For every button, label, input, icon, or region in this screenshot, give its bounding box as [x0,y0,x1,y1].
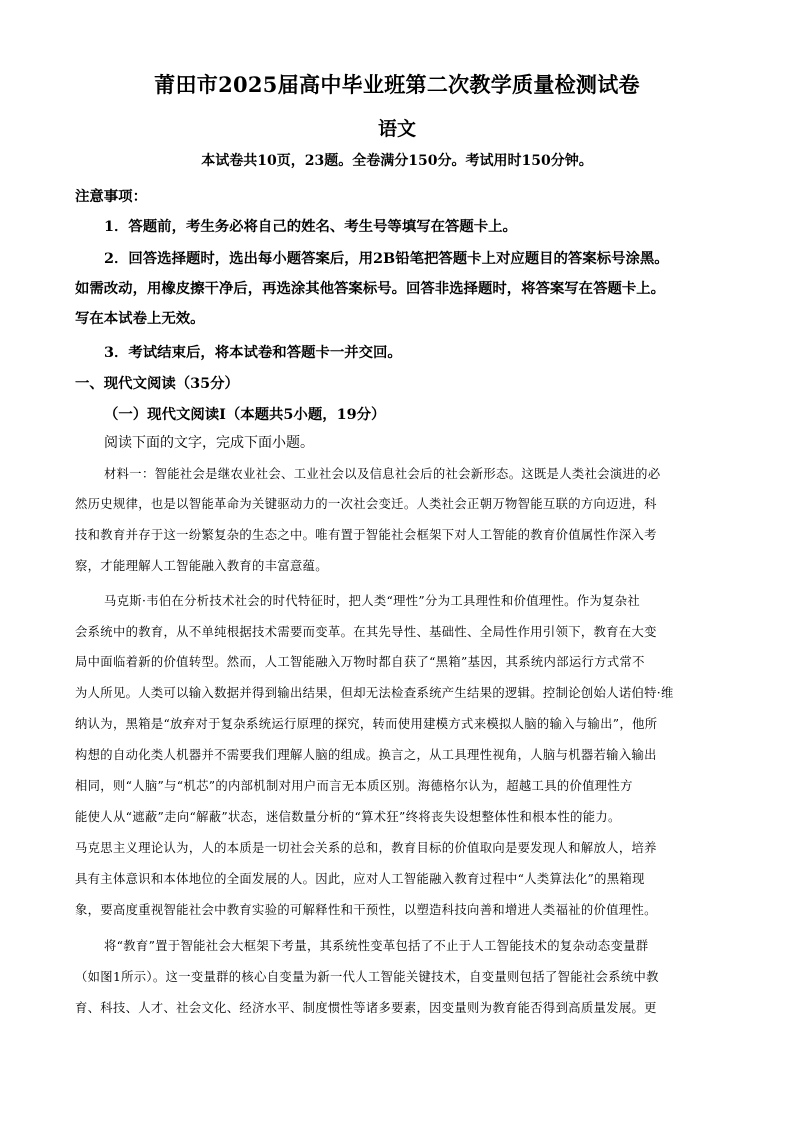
reading-instruction: 阅读下面的文字，完成下面小题。 [104,435,314,451]
passage-line: 纳认为，黑箱是“放弃对于复杂系统运行原理的探究，转而使用建模方式来模拟人脑的输入与输出”，他所 [75,717,658,731]
passage-line: 为人所见。人类可以输入数据并得到输出结果，但却无法检查系统产生结果的逻辑。控制论创始人诺伯特·维 [75,686,674,700]
passage-line: 将“教育”置于智能社会大框架下考量，其系统性变革包括了不止于人工智能技术的复杂动态变量群 [104,939,649,953]
notice-item-2-line-2: 如需改动，用橡皮擦干净后，再选涂其他答案标号。回答非选择题时，将答案写在答题卡上。 [75,280,666,297]
exam-title: 莆田市2025届高中毕业班第二次教学质量检测试卷 [154,72,640,97]
passage-line: 会系统中的教育，从不单纯根据技术需要而变革。在其先导性、基础性、全局性作用引领下，教育在大变 [75,625,657,639]
passage-line: 育、科技、人才、社会文化、经济水平、制度惯性等诸多要素，因变量则为教育能否得到高质量发展。更 [75,1001,657,1015]
notice-item-1: 1．答题前，考生务必将自己的姓名、考生号等填写在答题卡上。 [104,218,517,235]
passage-line: 局中面临着新的价值转型。然而，人工智能融入万物时都自获了“黑箱”基因，其系统内部运行方式常不 [75,655,645,669]
notice-heading: 注意事项： [75,188,147,205]
passage-line: 然历史规律，也是以智能革命为关键驱动力的一次社会变迁。人类社会正朝万物智能互联的方向迈进，科 [75,497,657,511]
section-heading: 一、现代文阅读（35分） [75,375,239,392]
subject-title: 语文 [377,118,416,140]
passage-line: 象，要高度重视智能社会中教育实验的可解释性和干预性，以塑造科技向善和增进人类福祉的价值理性。 [75,903,657,917]
passage-line: 马克斯·韦伯在分析技术社会的时代特征时，把人类“理性”分为工具理性和价值理性。作为复杂社 [104,594,641,608]
notice-item-3: 3．考试结束后，将本试卷和答题卡一并交回。 [104,344,402,361]
passage-line: 察，才能理解人工智能融入教育的丰富意蕴。 [75,559,328,573]
passage-line: 能使人从“遮蔽”走向“解蔽”状态，迷信数量分析的“算术狂”终将丧失设想整体性和根本性的能力。 [75,810,621,824]
notice-item-2-line-1: 2．回答选择题时，选出每小题答案后，用2B铅笔把答题卡上对应题目的答案标号涂黑。 [104,250,669,267]
passage-line: 构想的自动化类人机器并不需要我们理解人脑的组成。换言之，从工具理性视角，人脑与机器若输入输出 [75,748,657,762]
passage-line: 材料一：智能社会是继农业社会、工业社会以及信息社会后的社会新形态。这既是人类社会演进的必 [104,467,661,481]
passage-line: 具有主体意识和本体地位的全面发展的人。因此，应对人工智能融入教育过程中“人类算法化”的黑箱现 [75,872,645,886]
passage-line: 技和教育并存于这一纷繁复杂的生态之中。唯有置于智能社会框架下对人工智能的教育价值属性作深入考 [75,528,657,542]
passage-line: 马克思主义理论认为，人的本质是一切社会关系的总和，教育目标的价值取向是要发现人和解放人，培养 [75,841,657,855]
notice-item-2-line-3: 写在本试卷上无效。 [75,310,205,327]
passage-line: 相同，则“人脑”与“机芯”的内部机制对用户而言无本质区别。海德格尔认为，超越工具的价值理性方 [75,779,633,793]
exam-info: 本试卷共10页，23题。全卷满分150分。考试用时150分钟。 [201,153,593,169]
subsection-heading: （一）现代文阅读Ⅰ（本题共5小题，19分） [104,406,386,423]
passage-line: （如图1所示）。这一变量群的核心自变量为新一代人工智能关键技术，自变量则包括了智能社会系统中教 [75,970,659,984]
